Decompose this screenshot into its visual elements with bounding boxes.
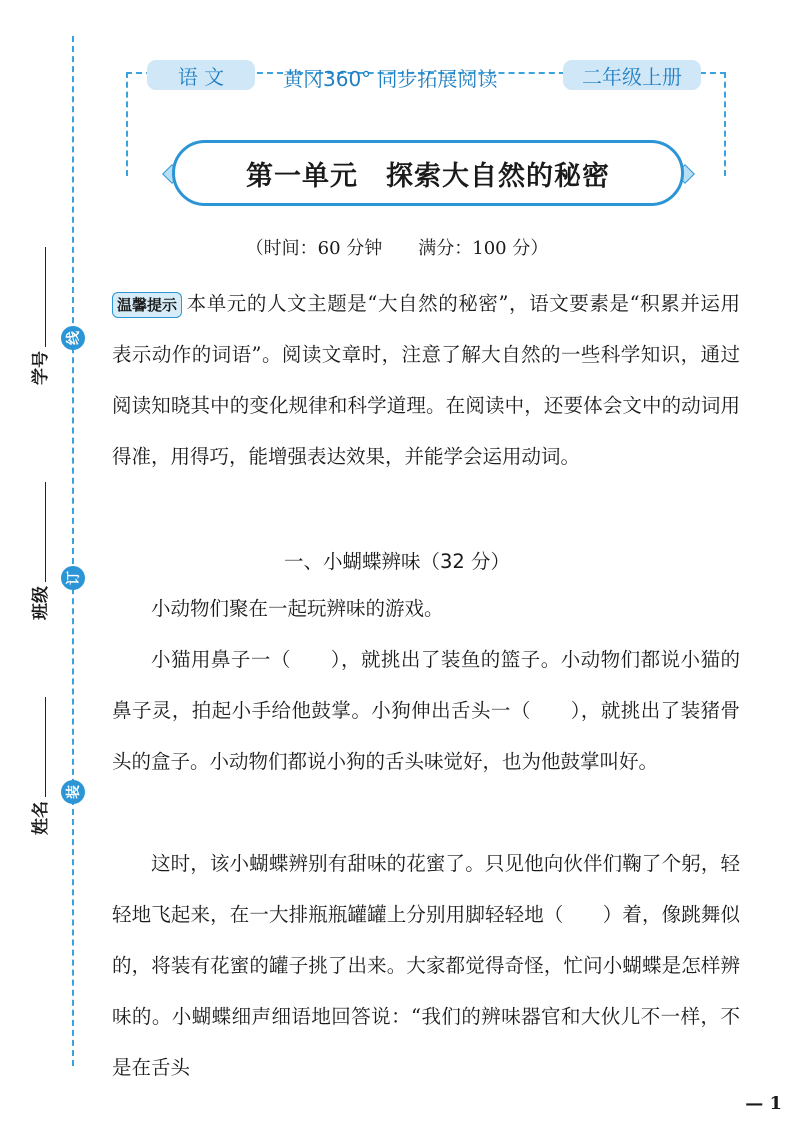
name-field[interactable] xyxy=(26,697,51,835)
paragraph-3: 这时，该小蝴蝶辨别有甜味的花蜜了。只见他向伙伴们鞠了个躬，轻轻地飞起来，在一大排瓶瓶罐罐上分别用脚轻轻地（ ）着，像跳舞似的，将装有花蜜的罐子挑了出来。大家都觉得奇怪，忙问小蝴蝶是怎样辨味的。小蝴蝶细声细语地回答说：“我们的辨味器官和大伙儿不一样，不是在舌头 xyxy=(112,852,740,1079)
student-id-blank[interactable] xyxy=(31,247,46,347)
tip-label: 温馨提示 xyxy=(112,292,182,318)
binding-mark-install: 装 xyxy=(61,780,85,804)
section-heading: 一、小蝴蝶辨味（32 分） xyxy=(283,550,510,573)
subject-badge: 语 文 xyxy=(147,60,255,90)
exam-info: （时间：60 分钟 满分：100 分） xyxy=(245,238,549,259)
tip-block xyxy=(112,278,740,482)
page-number: — 1 xyxy=(745,1093,782,1114)
name-label: 姓名 xyxy=(31,801,51,835)
name-blank[interactable] xyxy=(31,697,46,797)
binding-mark-order: 订 xyxy=(61,566,85,590)
tip-text: 本单元的人文主题是“大自然的秘密”，语文要素是“积累并运用表示动作的词语”。阅读文章时，注意了解大自然的一些科学知识，通过阅读知晓其中的变化规律和科学道理。在阅读中，还要体会文中的动词用得准，用得巧，能增强表达效果，并能学会运用动词。 xyxy=(112,292,740,468)
series-title: 黄冈360° 同步拓展阅读 xyxy=(283,67,498,91)
paragraph-1: 小动物们聚在一起玩辨味的游戏。 xyxy=(151,597,444,620)
page-header xyxy=(125,57,725,97)
student-id-field[interactable] xyxy=(26,247,51,385)
student-id-label: 学号 xyxy=(31,351,51,385)
binding-mark-line: 线 xyxy=(61,326,85,350)
class-label: 班级 xyxy=(31,586,51,620)
unit-title: 第一单元 探索大自然的秘密 xyxy=(172,140,684,206)
paragraph-2: 小猫用鼻子一（ ），就挑出了装鱼的篮子。小动物们都说小猫的鼻子灵，拍起小手给他鼓掌。小狗伸出舌头一（ ），就挑出了装猪骨头的盒子。小动物们都说小狗的舌头味觉好，也为他鼓掌叫好。 xyxy=(112,648,740,773)
grade-badge: 二年级上册 xyxy=(563,60,701,90)
